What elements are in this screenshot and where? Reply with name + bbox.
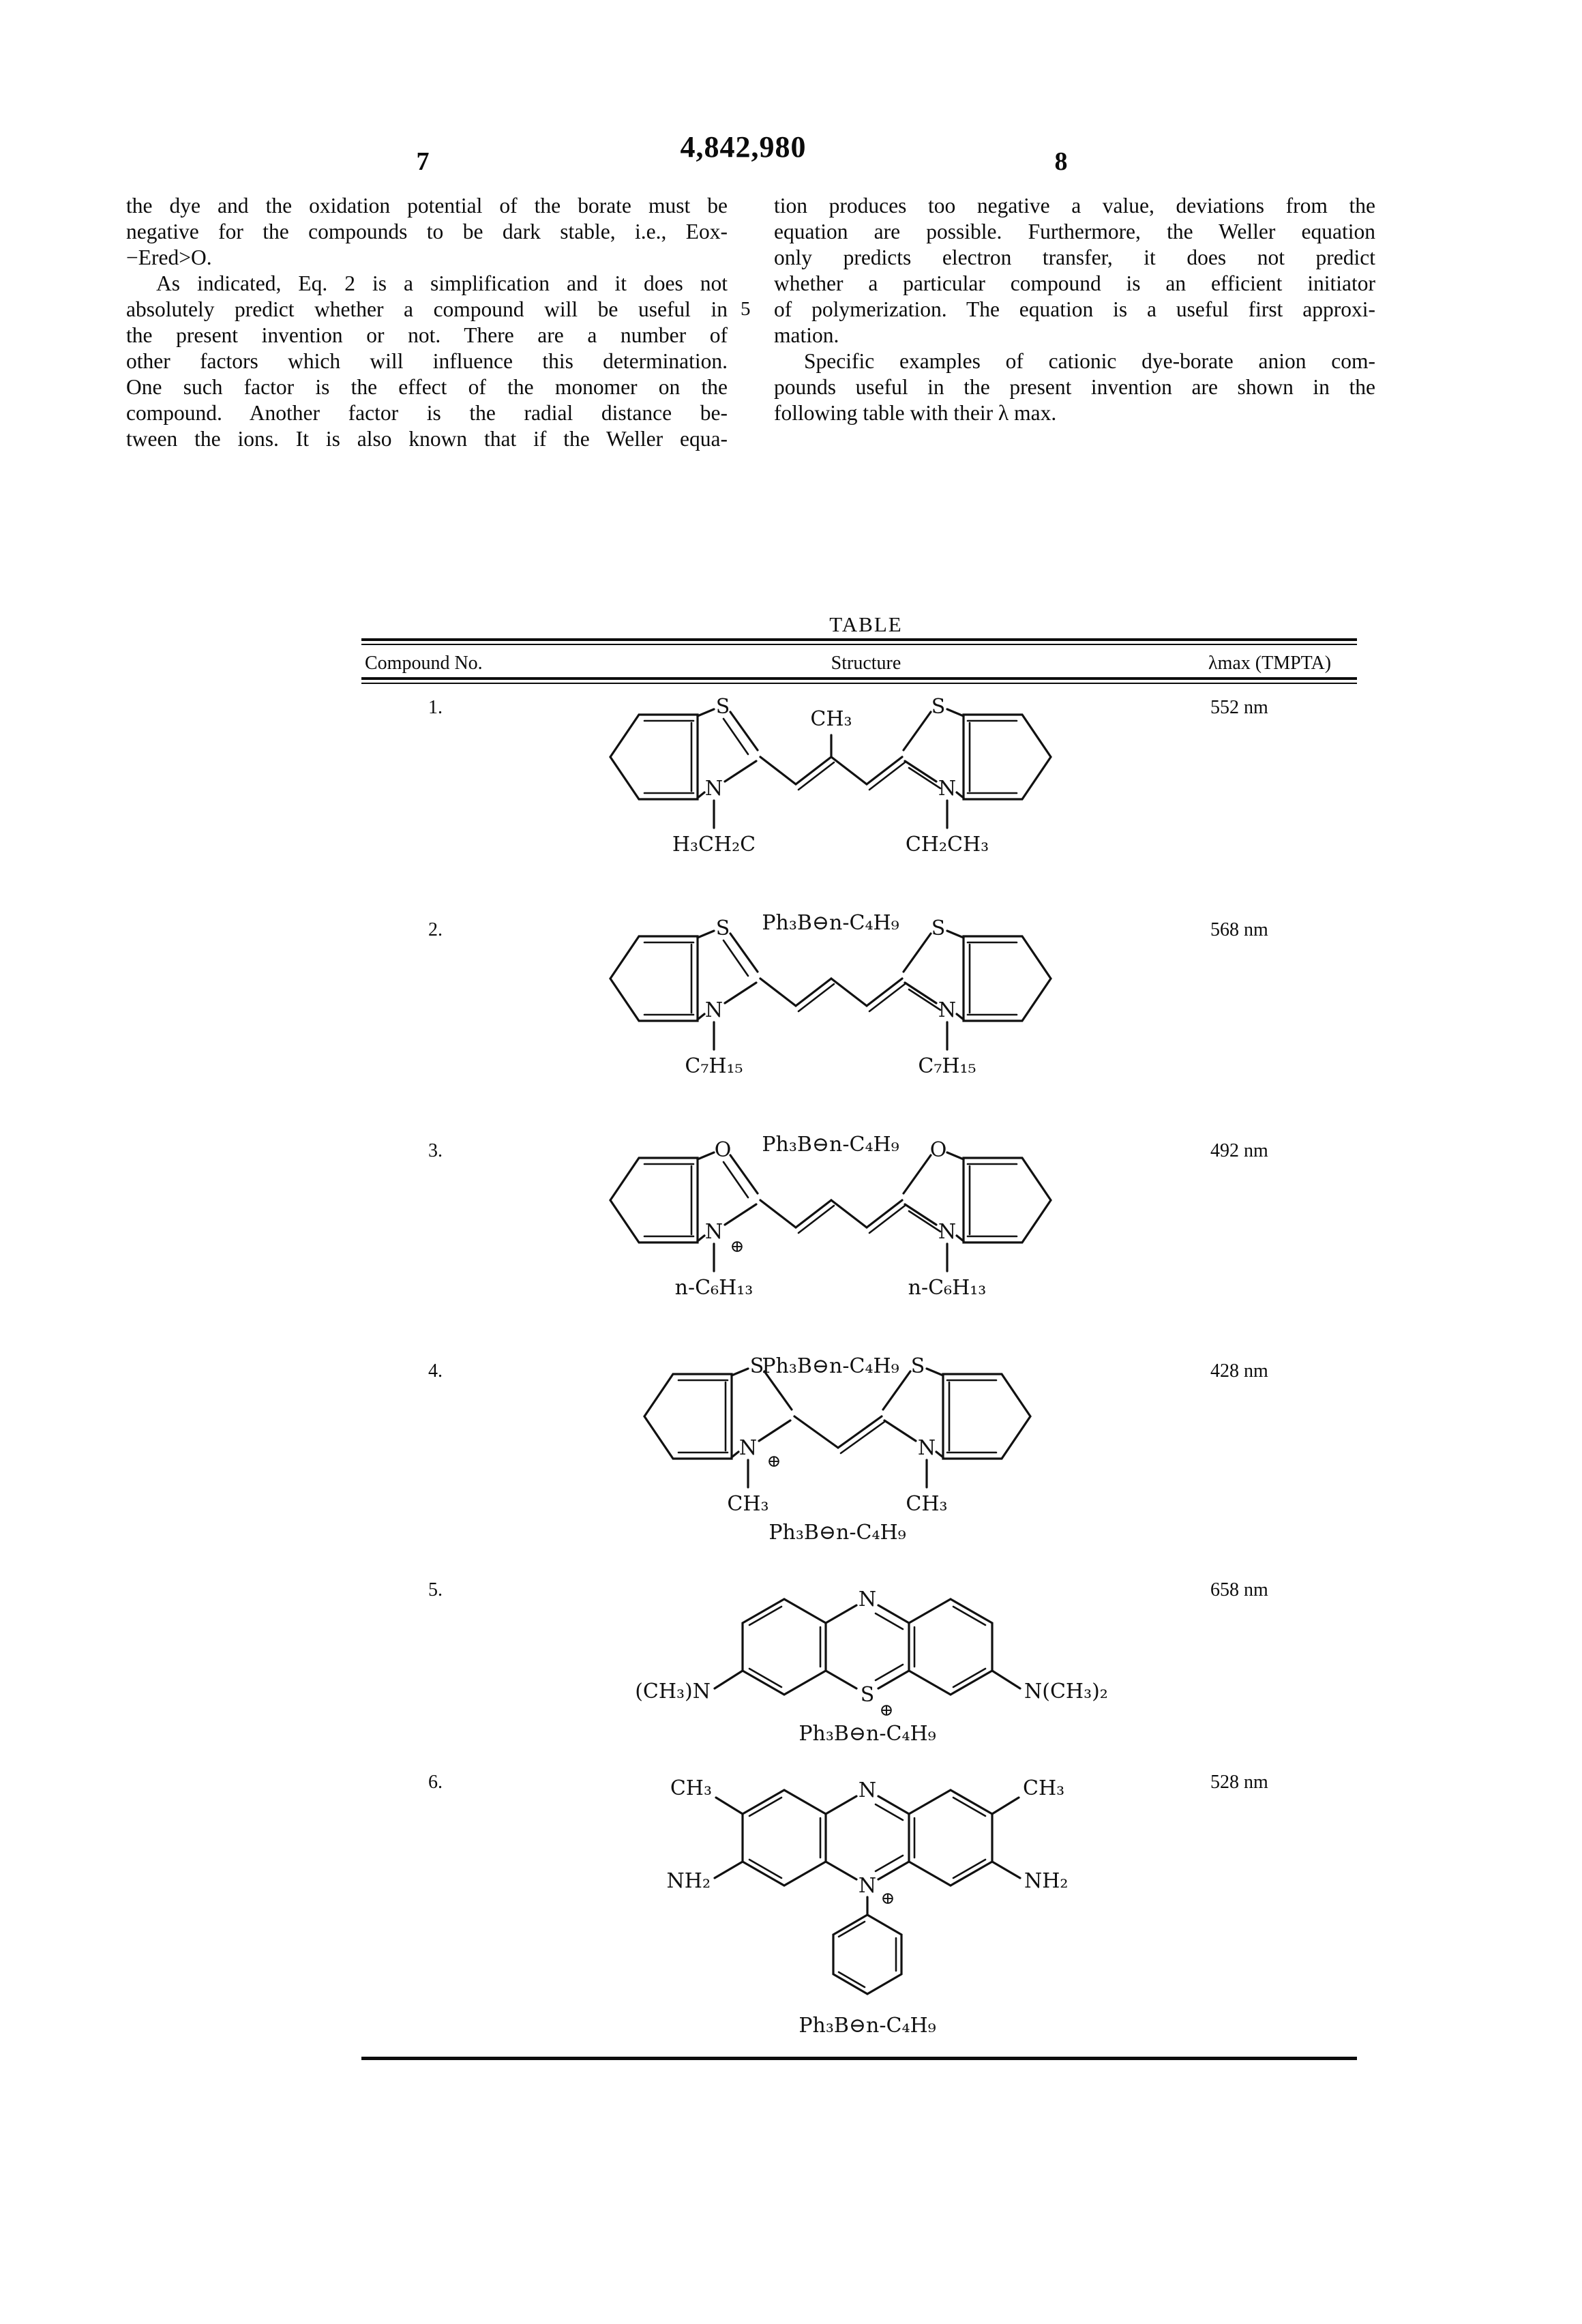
plus-charge-icon: ⊕ — [730, 1236, 745, 1256]
text-line: As indicated, Eq. 2 is a simplification and it does not — [156, 271, 728, 295]
compound-number: 3. — [428, 1140, 443, 1161]
methyl-substituent-label: CH₃ — [1023, 1776, 1065, 1800]
lambda-max-value: 492 nm — [1210, 1140, 1268, 1161]
oxygen-atom-label: O — [929, 1138, 947, 1162]
left-column-number: 7 — [416, 147, 430, 176]
margin-line-number: 5 — [741, 298, 751, 320]
patent-number: 4,842,980 — [680, 130, 807, 164]
text-line: Specific examples of cationic dye-borate anion com- — [804, 349, 1375, 373]
plus-charge-icon: ⊕ — [766, 1451, 781, 1471]
table-bottom-rule — [361, 2057, 1357, 2060]
text-line: −Ered>O. — [126, 245, 212, 269]
bridge-nitrogen-label: N — [858, 1874, 877, 1898]
n-substituent-label: n-C₆H₁₃ — [674, 1276, 753, 1300]
right-text-column — [774, 193, 1375, 426]
plus-charge-icon: ⊕ — [880, 1888, 895, 1908]
plus-charge-icon: ⊕ — [879, 1700, 894, 1720]
amine-substituent-label: (CH₃)N — [635, 1680, 711, 1703]
bridge-sulfur-label: S — [860, 1683, 875, 1707]
text-line: tion produces too negative a value, deviations from the — [774, 194, 1375, 218]
sulfur-atom-label: S — [931, 917, 946, 940]
text-line: whether a particular compound is an efficient initiator — [774, 271, 1375, 295]
meso-methyl-label: CH₃ — [810, 707, 852, 731]
bridge-nitrogen-label: N — [858, 1778, 877, 1802]
n-substituent-label: CH₂CH₃ — [905, 833, 989, 856]
compound-number: 2. — [428, 919, 443, 940]
compound-number: 6. — [428, 1772, 443, 1793]
amine-substituent-label: NH₂ — [1024, 1869, 1069, 1893]
lambda-max-value: 528 nm — [1210, 1772, 1268, 1793]
text-line: other factors which will influence this determination. — [126, 349, 728, 373]
lambda-max-value: 428 nm — [1210, 1360, 1268, 1382]
lambda-max-value: 552 nm — [1210, 697, 1268, 718]
compound-number: 4. — [428, 1360, 443, 1382]
nitrogen-atom-label: N — [738, 1436, 758, 1460]
text-line: the dye and the oxidation potential of the borate must be — [126, 194, 728, 218]
oxygen-atom-label: O — [714, 1138, 732, 1162]
table-header-rule-thin — [361, 683, 1357, 684]
sulfur-atom-label: S — [749, 1354, 764, 1378]
nitrogen-atom-label: N — [938, 998, 957, 1022]
left-text-column — [126, 193, 728, 452]
bridge-nitrogen-label: N — [858, 1588, 877, 1611]
nitrogen-atom-label: N — [938, 777, 957, 801]
sulfur-atom-label: S — [910, 1354, 925, 1378]
text-line: negative for the compounds to be dark stable, i.e., Eox- — [126, 220, 728, 243]
table-top-rule-thin — [361, 644, 1357, 645]
borate-counterion-label: Ph₃B⊖n-C₄H₉ — [799, 1722, 936, 1746]
text-line: tween the ions. It is also known that if the Weller equa- — [126, 427, 728, 451]
amine-substituent-label: N(CH₃)₂ — [1024, 1680, 1108, 1703]
table-top-rule — [361, 638, 1357, 641]
text-line: only predicts electron transfer, it does not predict — [774, 245, 1375, 269]
text-line: mation. — [774, 323, 839, 347]
column-header-compound-no: Compound No. — [365, 653, 483, 674]
text-line: the present invention or not. There are a number of — [126, 323, 728, 347]
text-line: pounds useful in the present invention are shown in the — [774, 375, 1375, 399]
borate-counterion-label: Ph₃B⊖n-C₄H₉ — [799, 2014, 936, 2038]
structure-compound-5 — [621, 1555, 1125, 1759]
nitrogen-atom-label: N — [938, 1220, 957, 1244]
text-line: of polymerization. The equation is a useful first approxi- — [774, 297, 1375, 321]
text-line: following table with their λ max. — [774, 401, 1057, 425]
table-title: TABLE — [829, 612, 903, 636]
text-line: compound. Another factor is the radial distance be- — [126, 401, 728, 425]
n-substituent-label: CH₃ — [906, 1492, 948, 1516]
borate-counterion-label: Ph₃B⊖n-C₄H₉ — [762, 1133, 899, 1157]
nitrogen-atom-label: N — [704, 777, 723, 801]
text-line: equation are possible. Furthermore, the Weller equation — [774, 220, 1375, 243]
column-header-structure: Structure — [831, 653, 901, 674]
lambda-max-value: 658 nm — [1210, 1579, 1268, 1600]
nitrogen-atom-label: N — [704, 998, 723, 1022]
table-header-rule — [361, 677, 1357, 680]
compound-number: 5. — [428, 1579, 443, 1600]
borate-counterion-label: Ph₃B⊖n-C₄H₉ — [762, 911, 899, 935]
sulfur-atom-label: S — [931, 695, 946, 719]
n-substituent-label: C₇H₁₅ — [918, 1054, 976, 1078]
n-substituent-label: C₇H₁₅ — [685, 1054, 743, 1078]
sulfur-atom-label: S — [715, 917, 730, 940]
structure-compound-6 — [621, 1746, 1125, 2046]
text-line: One such factor is the effect of the monomer on the — [126, 375, 728, 399]
sulfur-atom-label: S — [715, 695, 730, 719]
amine-substituent-label: NH₂ — [666, 1869, 711, 1893]
column-header-lambda-max: λmax (TMPTA) — [1208, 653, 1332, 674]
structure-compound-2 — [600, 909, 1077, 1168]
borate-counterion-label: Ph₃B⊖n-C₄H₉ — [762, 1354, 899, 1378]
n-substituent-label: CH₃ — [727, 1492, 769, 1516]
compound-number: 1. — [428, 697, 443, 718]
nitrogen-atom-label: N — [917, 1436, 936, 1460]
structure-compound-1 — [600, 687, 1077, 947]
lambda-max-value: 568 nm — [1210, 919, 1268, 940]
borate-counterion-label: Ph₃B⊖n-C₄H₉ — [768, 1521, 906, 1545]
n-substituent-label: n-C₆H₁₃ — [908, 1276, 987, 1300]
nitrogen-atom-label: N — [704, 1220, 723, 1244]
right-column-number: 8 — [1054, 147, 1068, 176]
structure-compound-4 — [634, 1347, 1071, 1579]
methyl-substituent-label: CH₃ — [670, 1776, 712, 1800]
text-line: absolutely predict whether a compound will be useful in — [126, 297, 728, 321]
n-substituent-label: H₃CH₂C — [672, 833, 756, 856]
